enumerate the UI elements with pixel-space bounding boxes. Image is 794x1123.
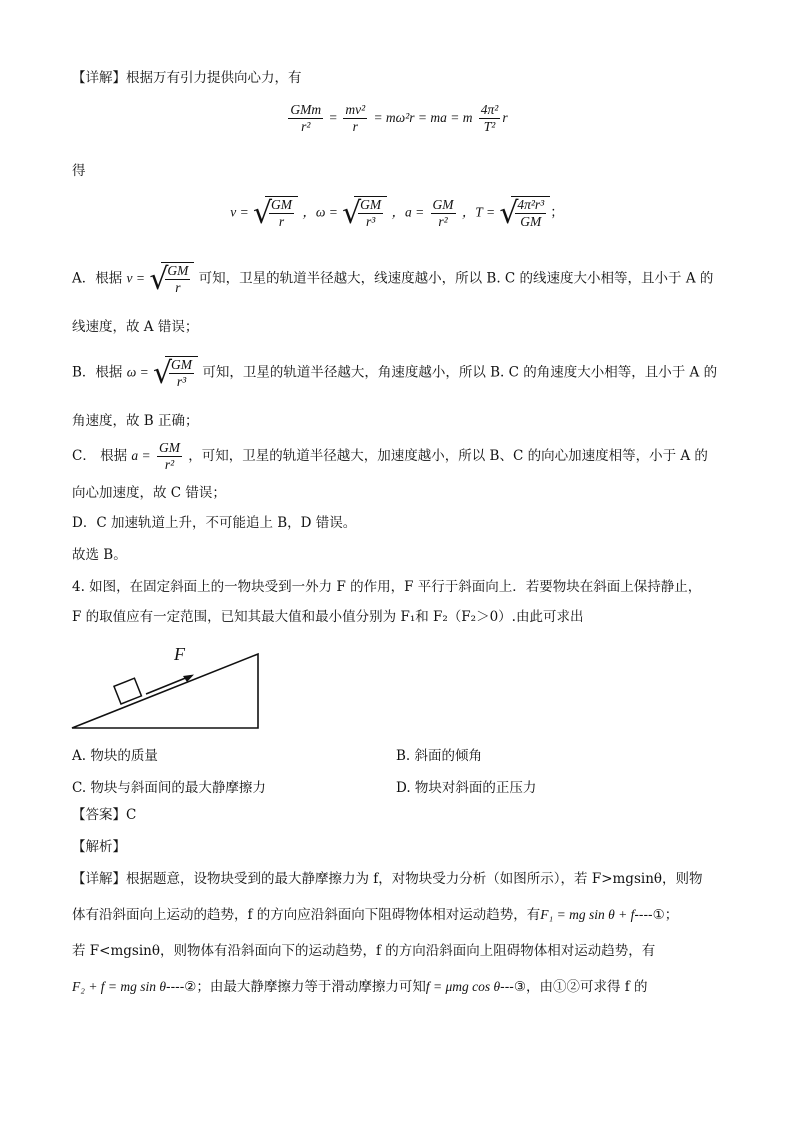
option-b[interactable]: B. 斜面的倾角 <box>396 748 483 764</box>
choose-answer: 故选 B。 <box>72 547 127 563</box>
detail-2-line4: F₂ + f = mg sin θ----②；由最大静摩擦力等于滑动摩擦力可知f = μmg cos θ---③，由①②可求得 f 的 <box>72 979 648 995</box>
incline-figure <box>66 640 266 732</box>
detail-heading-1: 【详解】根据万有引力提供向心力，有 <box>72 70 302 86</box>
answer-label: 【答案】C <box>72 807 137 823</box>
equation-gravity: $\frac{\text{GMm}}{\text{r²}}$ = $\frac{\text{mv²}}{r}$ = mω²r = ma = m $\frac{\text{4π²}}{\text{T²}}$ r <box>290 102 508 134</box>
force-label: F <box>174 644 185 664</box>
option-c-analysis: C． 根据 a = $\frac{GM}{\text{r²}}$ ，可知，卫星的轨道半径越大，加速度越小，所以 B、C 的向心加速度相等，小于 A 的 <box>72 440 708 472</box>
option-a[interactable]: A. 物块的质量 <box>72 748 158 764</box>
option-d-analysis: D．C 加速轨道上升，不可能追上 B，D 错误。 <box>72 515 357 531</box>
question-4-line1: 4. 如图，在固定斜面上的一物块受到一外力 F 的作用，F 平行于斜面向上．若要物块在斜面上保持静止， <box>72 579 702 595</box>
option-c[interactable]: C. 物块与斜面间的最大静摩擦力 <box>72 780 266 796</box>
detail-2-line3: 若 F<mgsinθ，则物体有沿斜面向下的运动趋势，f 的方向沿斜面向上阻碍物体相对运动趋势，有 <box>72 943 656 959</box>
analysis-label: 【解析】 <box>72 839 126 855</box>
question-4-line2: F 的取值应有一定范围，已知其最大值和最小值分别为 F₁和 F₂（F₂＞0）.由此可求出 <box>72 609 584 625</box>
detail-2-line1: 【详解】根据题意，设物块受到的最大静摩擦力为 f，对物块受力分析（如图所示），若 F>mgsinθ，则物 <box>72 871 703 887</box>
equation-results: v = √ $\frac{GM}{r}$ ，ω = √ $\frac{GM}{\text{r³}}$ ，a = $\frac{GM}{\text{r²}}$ ，T = √ $\frac{\text{4π²r³}}{GM}$ ； <box>230 196 564 231</box>
option-d[interactable]: D. 物块对斜面的正压力 <box>396 780 537 796</box>
de-text: 得 <box>72 163 86 179</box>
block <box>114 678 141 704</box>
option-b-analysis-line2: 角速度，故 B 正确； <box>72 413 199 429</box>
detail-2-line2: 体有沿斜面向上运动的趋势，f 的方向应沿斜面向下阻碍物体相对运动趋势，有F₁ = mg sin θ + f----①； <box>72 907 679 923</box>
incline-triangle <box>72 654 258 728</box>
option-b-analysis: B．根据 ω = √ $\frac{GM}{\text{r³}}$ 可知，卫星的轨道半径越大，角速度越小，所以 B. C 的角速度大小相等，且小于 A 的 <box>72 356 718 391</box>
option-a-analysis: A．根据 v = √ $\frac{GM}{r}$ 可知，卫星的轨道半径越大，线速度越小，所以 B. C 的线速度大小相等，且小于 A 的 <box>72 262 714 297</box>
force-arrow-shaft <box>146 677 188 694</box>
option-a-analysis-line2: 线速度，故 A 错误； <box>72 319 199 335</box>
option-c-analysis-line2: 向心加速度，故 C 错误； <box>72 485 226 501</box>
